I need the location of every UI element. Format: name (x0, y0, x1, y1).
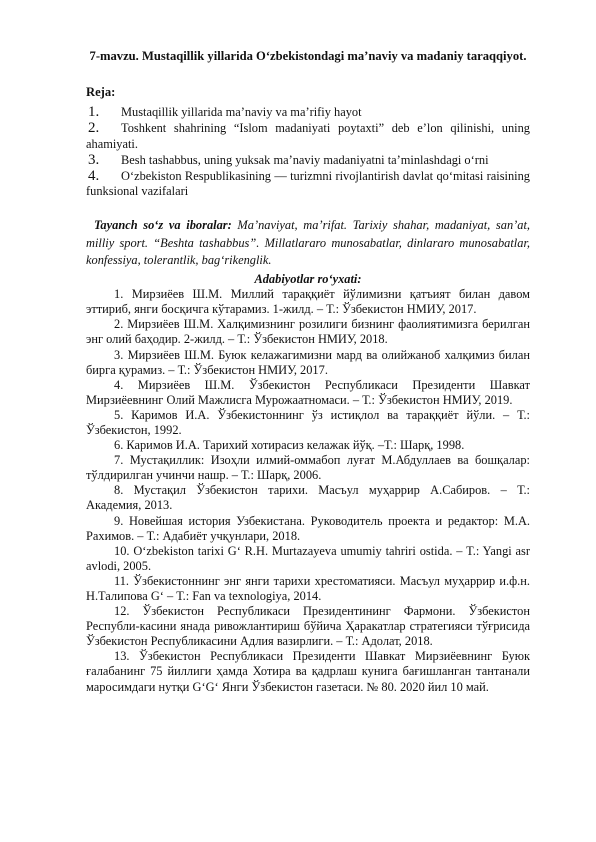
keywords-text: Ma’naviyat, ma’rifat. Tarixiy shahar, madaniyat, san’at, milliy sport. “Beshta tashabbus”. Millatlararo munosabatlar, dinlararo munosabatlar, konfessiya, tolerantlik, bag‘rikenglik. (86, 218, 530, 268)
page-title: 7-mavzu. Mustaqillik yillarida O‘zbekistondagi ma’naviy va madaniy taraqqiyot. (89, 49, 527, 63)
reference-item: 7. Мустақиллик: Изоҳли илмий-оммабоп луғат М.Абдуллаев ва бошқалар: тўлдирилган учинчи нашр. – Т.: Шарқ, 2006. (86, 453, 530, 483)
references-heading: Adabiyotlar ro‘yxati: (254, 271, 362, 286)
references-list (86, 287, 530, 695)
plan-item-number: 4. (88, 168, 100, 185)
plan-item-number: 1. (88, 104, 100, 121)
keywords-paragraph (86, 217, 530, 270)
reference-item: 2. Мирзиёев Ш.М. Халқимизнинг розилиги бизнинг фаолиятимизга берилган энг олий баҳодир. 2-жилд. – Т.: Ўзбекистон НМИУ, 2018. (86, 317, 530, 347)
plan-item-text: Toshkent shahrining “Islom madaniyati poytaxti” deb e’lon qilinishi, uning ahamiyati. (86, 121, 530, 151)
plan-item-number: 3. (88, 151, 100, 168)
reference-item: 3. Мирзиёев Ш.М. Буюк келажагимизни мард ва олийжаноб халқимиз билан бирга қурамиз. – Т.: Ўзбекистон НМИУ, 2017. (86, 347, 530, 377)
plan-heading: Reja: (86, 85, 116, 99)
plan-item-text: Mustaqillik yillarida ma’naviy va ma’rifiy hayot (121, 105, 362, 120)
document-page (86, 48, 530, 695)
plan-item (86, 153, 530, 168)
plan-item-text: Besh tashabbus, uning yuksak ma’naviy madaniyatni ta’minlashdagi o‘rni (121, 152, 489, 167)
reference-item: 1. Мирзиёев Ш.М. Миллий тараққиёт йўлимизни қатъият билан давом эттириб, янги босқичга кўтарамиз. 1-жилд. – Т.: Ўзбекистон НМИУ, 2017. (86, 287, 530, 317)
reference-item: 4. Мирзиёев Ш.М. Ўзбекистон Республикаси Президенти Шавкат Мирзиёевнинг Олий Мажлисга Мурожаатномаси. – Т.: Ўзбекистон НМИУ, 2019. (86, 377, 530, 407)
reference-item: 12. Ўзбекистон Республикаси Президентининг Фармони. Ўзбекистон Республи-касини янада ривожлантириш бўйича Ҳаракатлар стратегияси тўғрисида Ўзбекистон Республикасини Адлия вазирлиги. – Т.: Адолат, 2018. (86, 604, 530, 649)
reference-item: 9. Новейшая история Узбекистана. Руководитель проекта и редактор: М.А. Рахимов. – Т.: Адабиёт учқунлари, 2018. (86, 513, 530, 543)
reference-item: 10. O‘zbekiston tarixi G‘ R.H. Murtazayeva umumiy tahriri ostida. – T.: Yangi asr avlodi, 2005. (86, 543, 530, 573)
reference-item: 8. Мустақил Ўзбекистон тарихи. Масъул муҳаррир А.Сабиров. – Т.: Академия, 2013. (86, 483, 530, 513)
reference-item: 13. Ўзбекистон Республикаси Президенти Шавкат Мирзиёевнинг Буюк ғалабанинг 75 йиллиги ҳамда Хотира ва қадрлаш кунига бағишланган тантанали маросимдаги нутқи G‘G‘ Янги Ўзбекистон газетаси. № 80. 2020 йил 10 май. (86, 649, 530, 694)
reference-item: 11. Ўзбекистоннинг энг янги тарихи хрестоматияси. Масъул муҳаррир и.ф.н. Н.Талипова G‘ – Т.: Fan va texnologiya, 2014. (86, 573, 530, 603)
reference-item: 5. Каримов И.А. Ўзбекистоннинг ўз истиқлол ва тараққиёт йўли. – Т.: Ўзбекистон, 1992. (86, 407, 530, 437)
plan-list (86, 105, 530, 199)
plan-item (86, 169, 530, 199)
plan-item (86, 105, 530, 120)
keywords-label: Tayanch so‘z va iboralar: (94, 218, 232, 233)
plan-item-text: O‘zbekiston Respublikasining — turizmni rivojlantirish davlat qo‘mitasi raisining funksional vazifalari (86, 169, 530, 199)
plan-item (86, 121, 530, 151)
plan-item-number: 2. (88, 120, 100, 137)
reference-item: 6. Каримов И.А. Тарихий хотирасиз келажак йўқ. –Т.: Шарқ, 1998. (114, 438, 465, 453)
